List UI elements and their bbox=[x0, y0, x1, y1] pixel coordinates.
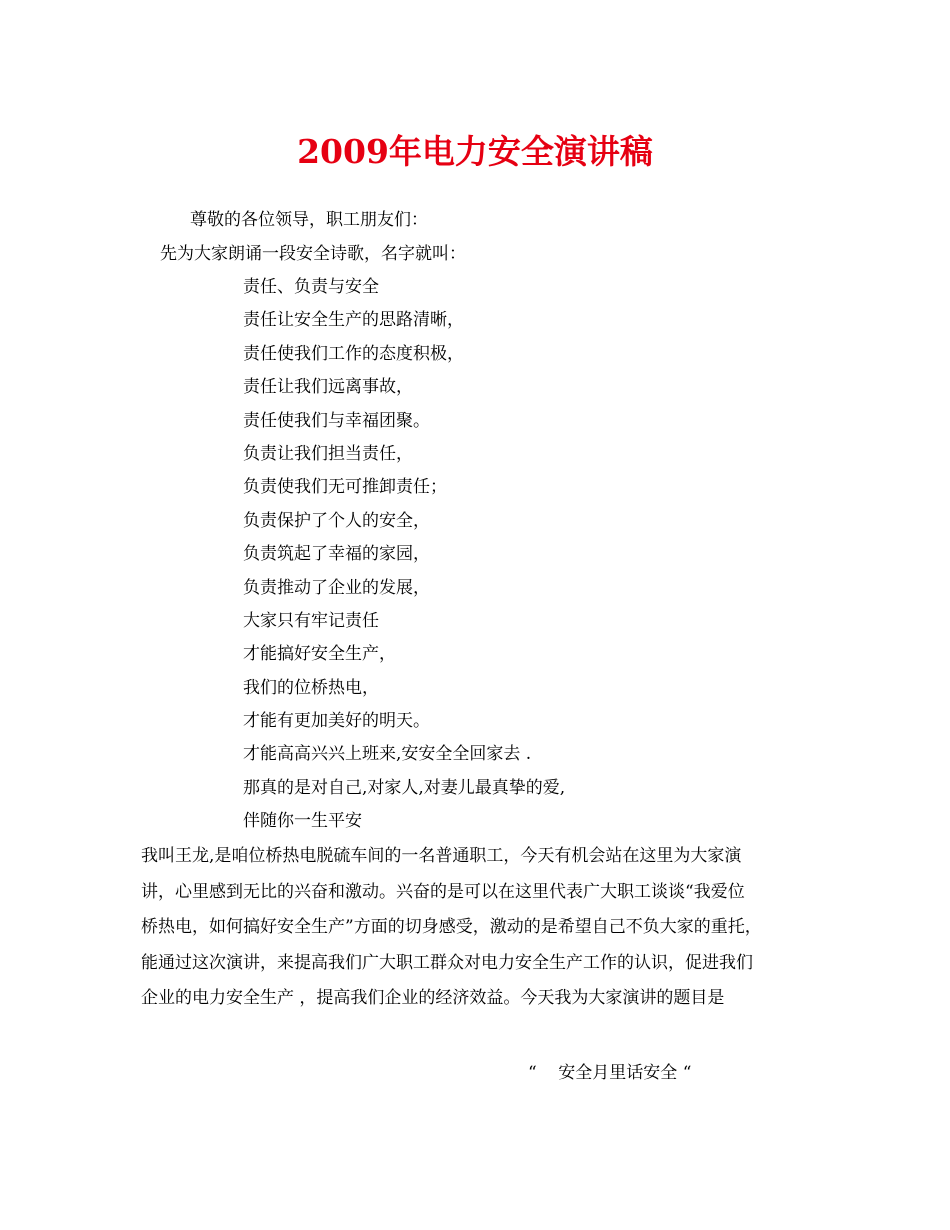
poem-line: 才能有更加美好的明天。 bbox=[243, 711, 430, 732]
body-paragraph bbox=[141, 845, 813, 1023]
poem-line: 责任使我们工作的态度积极， bbox=[243, 343, 464, 364]
body-line: 我叫王龙,是咱位桥热电脱硫车间的一名普通职工，今天有机会站在这里为大家演 bbox=[141, 846, 742, 866]
speech-topic: “ 安全月里话安全 “ bbox=[528, 1063, 692, 1083]
poem-line: 大家只有牢记责任 bbox=[243, 610, 379, 631]
body-line: 讲，心里感到无比的兴奋和激动。兴奋的是可以在这里代表广大职工谈谈“我爱位 bbox=[141, 881, 745, 902]
poem-line: 负责使我们无可推卸责任； bbox=[243, 477, 447, 498]
poem-line: 才能搞好安全生产， bbox=[243, 644, 396, 665]
poem-line: 责任让我们远离事故， bbox=[243, 377, 413, 398]
body-line: 企业的电力安全生产 ，提高我们企业的经济效益。今天我为大家演讲的题目是 bbox=[141, 988, 725, 1008]
poem bbox=[243, 276, 565, 844]
poem-line: 我们的位桥热电， bbox=[243, 677, 379, 698]
poem-line: 负责让我们担当责任， bbox=[243, 443, 413, 464]
body-line: 桥热电，如何搞好安全生产”方面的切身感受，激动的是希望自己不负大家的重托， bbox=[141, 917, 762, 937]
poem-line: 责任让安全生产的思路清晰， bbox=[243, 310, 464, 331]
poem-line: 伴随你一生平安 bbox=[243, 811, 362, 832]
poem-line: 责任、负责与安全 bbox=[243, 277, 379, 297]
poem-line: 才能高高兴兴上班来,安安全全回家去 . bbox=[243, 744, 532, 765]
poem-line: 负责保护了个人的安全， bbox=[243, 510, 430, 531]
document-title: 2009年电力安全演讲稿 bbox=[297, 132, 653, 171]
poem-line: 负责推动了企业的发展， bbox=[243, 577, 430, 598]
greeting-line: 尊敬的各位领导，职工朋友们： bbox=[190, 210, 428, 230]
body-line: 能通过这次演讲，来提高我们广大职工群众对电力安全生产工作的认识，促进我们 bbox=[141, 952, 753, 973]
poem-line: 责任使我们与幸福团聚。 bbox=[243, 410, 430, 431]
poem-line: 负责筑起了幸福的家园， bbox=[243, 544, 430, 565]
poem-line: 那真的是对自己,对家人,对妻儿最真挚的爱, bbox=[243, 777, 566, 798]
intro-line: 先为大家朗诵一段安全诗歌，名字就叫： bbox=[160, 244, 466, 264]
